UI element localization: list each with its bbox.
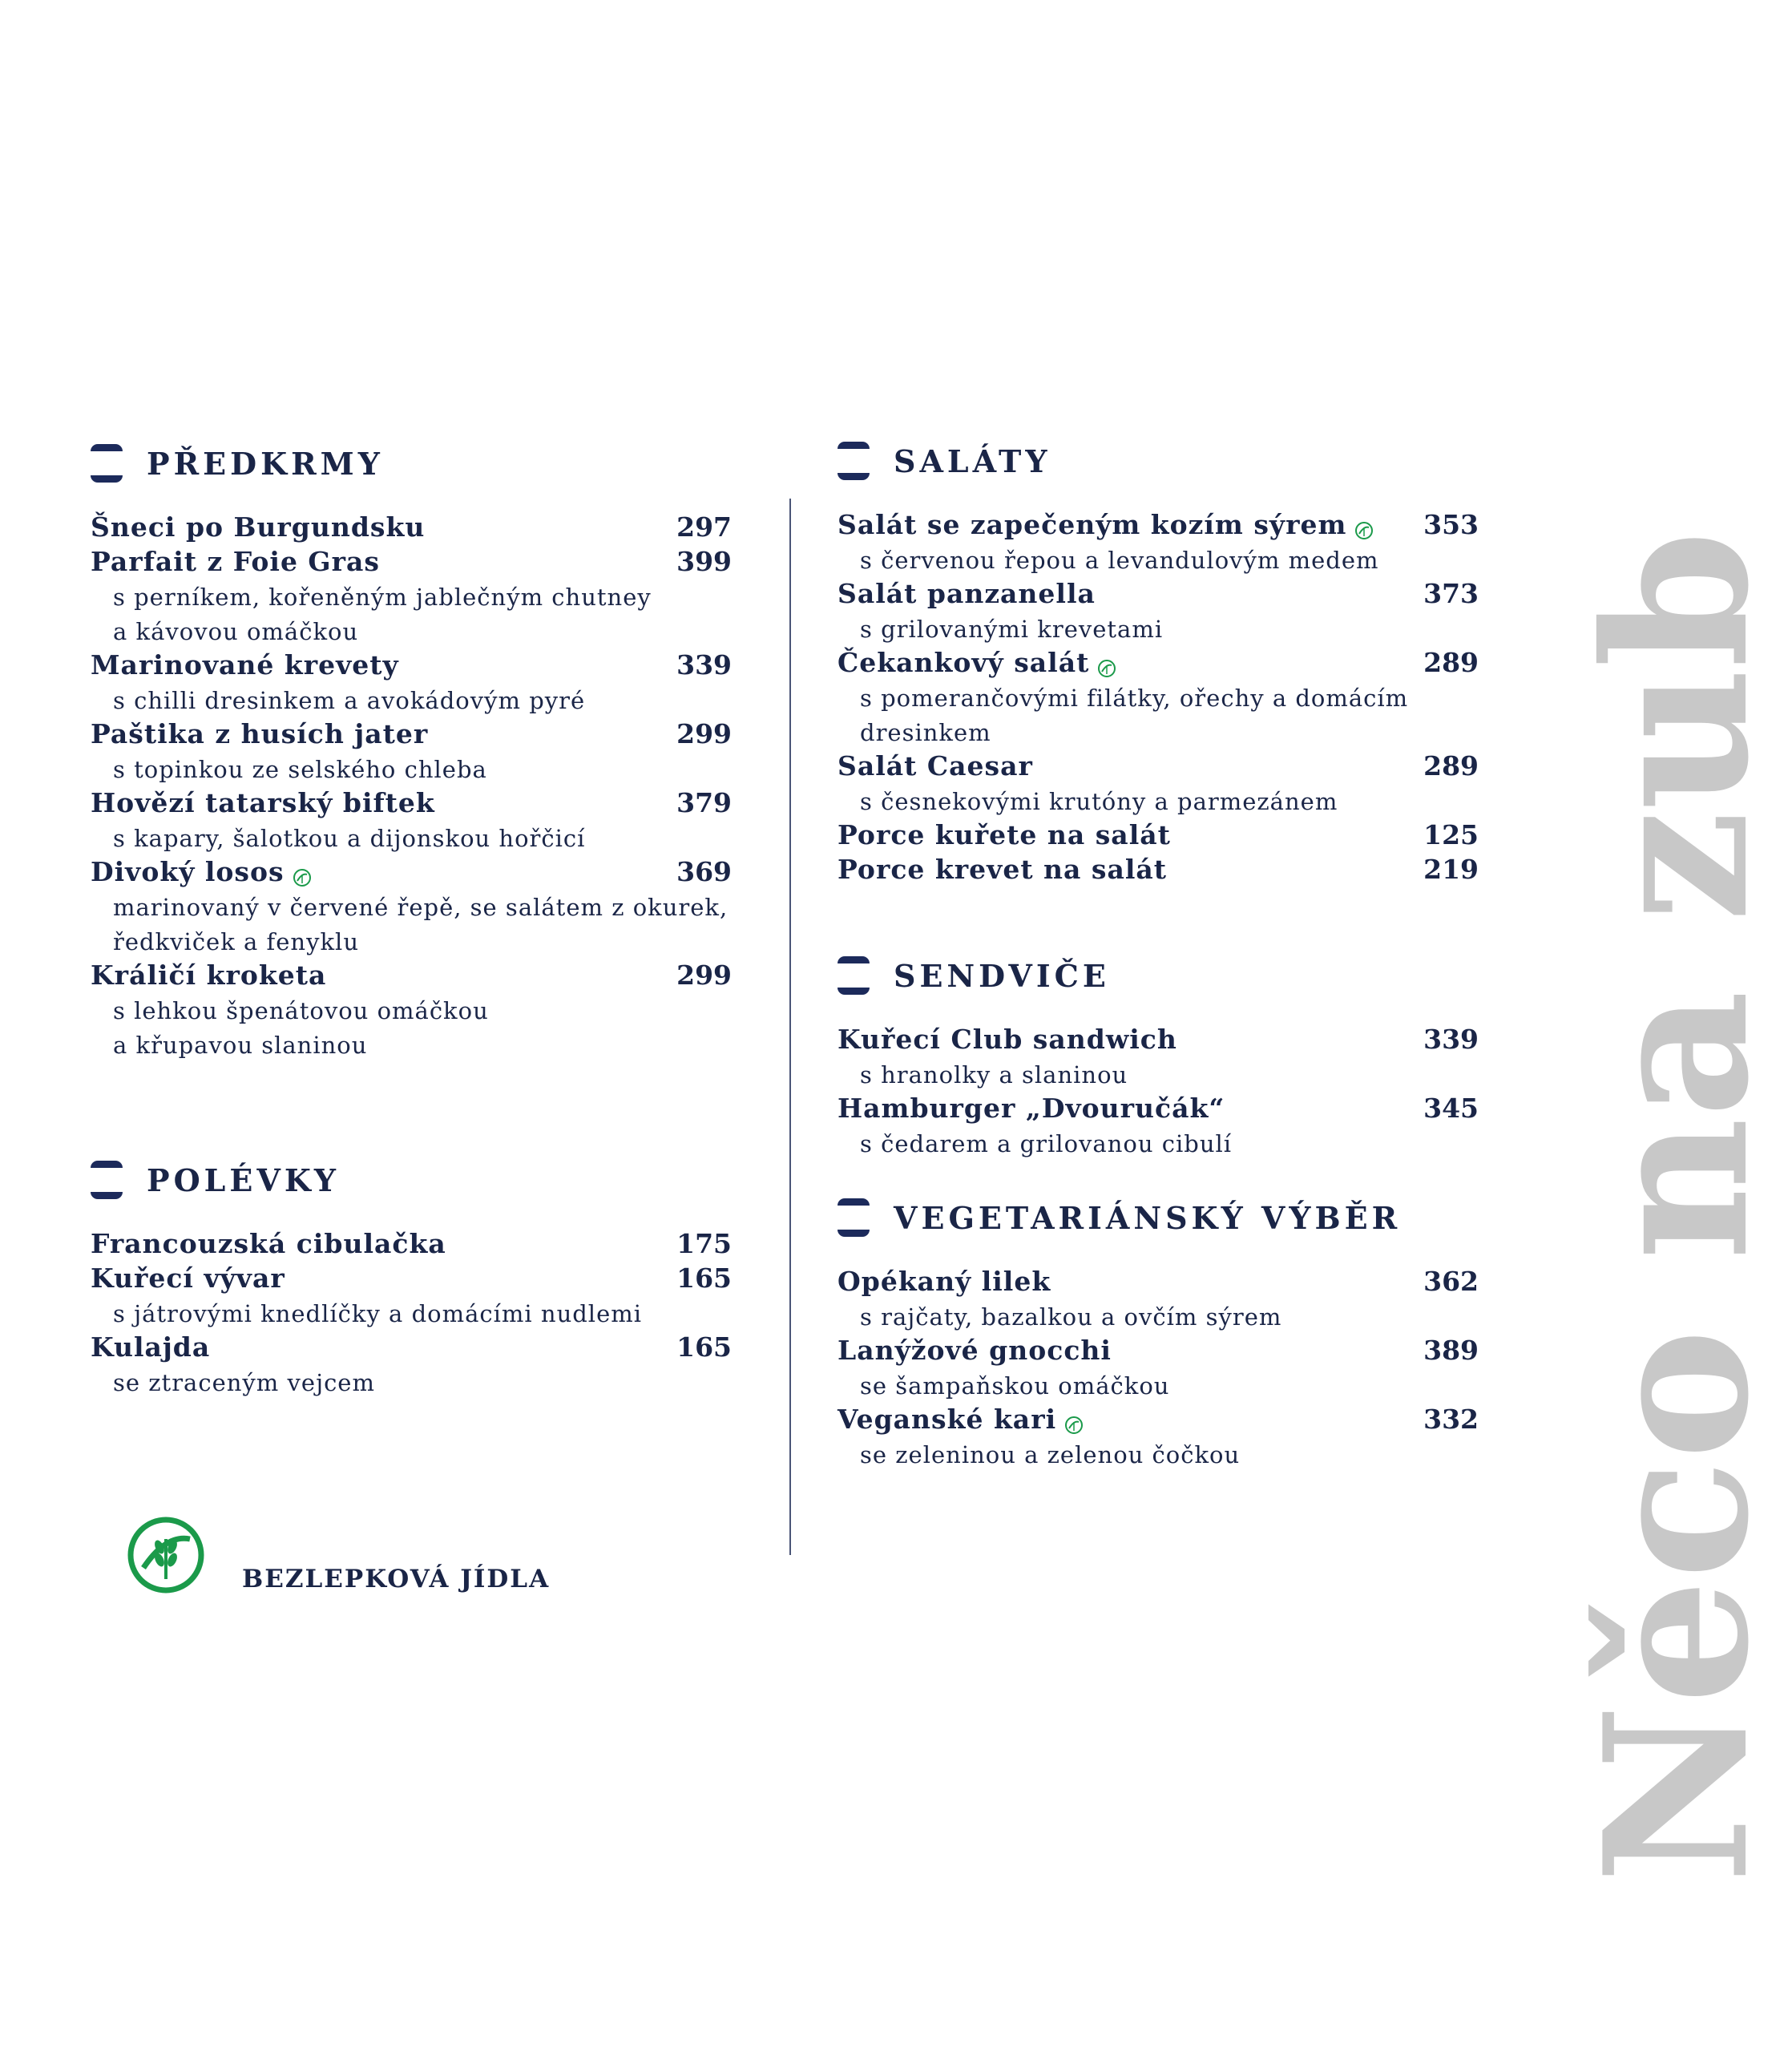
menu-item-row — [91, 649, 732, 684]
menu-item-price: 353 — [1423, 509, 1479, 540]
menu-item-name: Salát se zapečeným kozím sýrem — [837, 509, 1347, 540]
menu-item-row — [91, 856, 732, 891]
section-header — [837, 437, 1479, 485]
menu-item — [91, 1228, 732, 1262]
menu-item — [91, 959, 732, 1063]
menu-item — [837, 509, 1479, 578]
section-header — [91, 439, 732, 487]
menu-item-name-wrap — [837, 1024, 1177, 1055]
gluten-free-icon — [1097, 659, 1116, 678]
menu-items — [837, 1266, 1479, 1472]
menu-items — [91, 511, 732, 1063]
menu-item-description: a křupavou slaninou — [113, 1032, 368, 1059]
menu-item-description: s čedarem a grilovanou cibulí — [860, 1130, 1233, 1157]
menu-item-description: s kapary, šalotkou a dijonskou hořčicí — [113, 825, 586, 852]
column-divider — [789, 499, 791, 1555]
menu-item-description: s perníkem, kořeněným jablečným chutney — [113, 584, 652, 611]
menu-item-name-wrap — [91, 546, 380, 577]
menu-item-name-wrap — [91, 787, 435, 818]
menu-item-name: Porce kuřete na salát — [837, 819, 1171, 850]
menu-item — [91, 787, 732, 856]
menu-item-description: a kávovou omáčkou — [113, 618, 359, 645]
menu-item-price: 339 — [1423, 1024, 1479, 1055]
menu-item-row — [91, 1228, 732, 1262]
menu-item-price: 362 — [1423, 1266, 1479, 1297]
menu-item-name-wrap — [837, 578, 1096, 609]
section-title: SALÁTY — [894, 442, 1051, 479]
menu-item-row — [91, 959, 732, 994]
section-salaty — [837, 437, 1479, 888]
menu-item-name: Čekankový salát — [837, 647, 1090, 678]
menu-item-row — [91, 1331, 732, 1366]
section-header — [91, 1156, 732, 1204]
menu-item-name-wrap — [837, 1093, 1225, 1124]
section-title: VEGETARIÁNSKÝ VÝBĚR — [894, 1199, 1402, 1236]
menu-item-row — [837, 509, 1479, 543]
menu-item-name-wrap — [837, 854, 1167, 885]
menu-item-price: 297 — [676, 511, 732, 543]
menu-item-name: Francouzská cibulačka — [91, 1228, 446, 1259]
menu-item-name-wrap — [837, 1404, 1084, 1435]
menu-item — [91, 1331, 732, 1400]
menu-item — [91, 1262, 732, 1331]
menu-item-name-wrap — [91, 649, 399, 681]
menu-item-row — [91, 787, 732, 822]
gluten-free-icon — [293, 868, 312, 887]
menu-item-row — [837, 1266, 1479, 1300]
menu-item-description: s chilli dresinkem a avokádovým pyré — [113, 687, 586, 714]
menu-item-price: 299 — [676, 959, 732, 991]
menu-item — [91, 511, 732, 546]
menu-item-name: Hovězí tatarský biftek — [91, 787, 435, 818]
section-sendvice — [837, 951, 1479, 1161]
menu-item-price: 165 — [676, 1331, 732, 1363]
menu-item-name-wrap — [91, 959, 326, 991]
menu-item-description: dresinkem — [860, 719, 991, 746]
menu-item — [837, 1335, 1479, 1404]
menu-item-description: s grilovanými krevetami — [860, 616, 1164, 643]
section-title: PŘEDKRMY — [147, 445, 384, 482]
menu-item-price: 332 — [1423, 1404, 1479, 1435]
menu-item-name: Divoký losos — [91, 856, 285, 887]
menu-item-name: Veganské kari — [837, 1404, 1057, 1435]
menu-item-price: 125 — [1423, 819, 1479, 850]
menu-item-name: Marinované krevety — [91, 649, 399, 681]
menu-item-price: 373 — [1423, 578, 1479, 609]
menu-item-price: 219 — [1423, 854, 1479, 885]
menu-item-row — [837, 854, 1479, 888]
menu-item — [837, 1093, 1479, 1161]
menu-item-price: 399 — [676, 546, 732, 577]
menu-item-name-wrap — [837, 1266, 1051, 1297]
side-title-text: Něco na zub — [1561, 530, 1792, 1884]
menu-item-description: s játrovými knedlíčky a domácími nudlemi — [113, 1300, 643, 1327]
menu-item — [837, 750, 1479, 819]
menu-item-name-wrap — [837, 647, 1116, 678]
menu-item — [91, 546, 732, 649]
menu-item-price: 379 — [676, 787, 732, 818]
menu-item-description: se šampaňskou omáčkou — [860, 1372, 1170, 1400]
section-header — [837, 1194, 1479, 1242]
menu-item — [837, 1024, 1479, 1093]
menu-item-row — [837, 819, 1479, 854]
section-bracket-icon — [837, 1195, 870, 1240]
menu-item-description: marinovaný v červené řepě, se salátem z okurek, — [113, 894, 729, 921]
gluten-free-icon — [126, 1515, 206, 1595]
menu-item-name: Porce krevet na salát — [837, 854, 1168, 885]
menu-item-row — [837, 1024, 1479, 1058]
menu-item-price: 289 — [1423, 750, 1479, 782]
legend — [126, 1515, 550, 1595]
menu-item — [837, 819, 1479, 854]
menu-item-description: se ztraceným vejcem — [113, 1369, 375, 1396]
menu-item-name-wrap — [91, 856, 312, 887]
menu-item-price: 369 — [676, 856, 732, 887]
section-polevky — [91, 1156, 732, 1400]
menu-item-name: Kulajda — [91, 1331, 211, 1363]
section-title: SENDVIČE — [894, 957, 1110, 994]
menu-item — [837, 578, 1479, 647]
menu-item — [837, 647, 1479, 750]
menu-item-name: Kuřecí Club sandwich — [837, 1024, 1177, 1055]
menu-item-name: Králičí kroketa — [91, 959, 327, 991]
menu-item-name: Šneci po Burgundsku — [91, 511, 426, 543]
menu-item-name-wrap — [91, 511, 425, 543]
menu-item-row — [837, 647, 1479, 681]
menu-item — [837, 1404, 1479, 1472]
menu-item-name: Salát Caesar — [837, 750, 1033, 782]
menu-item-description: se zeleninou a zelenou čočkou — [860, 1441, 1241, 1468]
menu-item-name: Kuřecí vývar — [91, 1262, 285, 1294]
menu-item-price: 299 — [676, 718, 732, 749]
menu-item-description: s červenou řepou a levandulovým medem — [860, 547, 1379, 574]
menu-item-price: 339 — [676, 649, 732, 681]
menu-item-description: s pomerančovými filátky, ořechy a domácím — [860, 685, 1409, 712]
menu-item-description: s topinkou ze selského chleba — [113, 756, 487, 783]
menu-item-description: s česnekovými krutóny a parmezánem — [860, 788, 1338, 815]
menu-item-row — [837, 1335, 1479, 1369]
menu-item-name-wrap — [837, 1335, 1112, 1366]
section-vegetarian — [837, 1194, 1479, 1472]
menu-item-name-wrap — [837, 819, 1171, 850]
legend-label: BEZLEPKOVÁ JÍDLA — [242, 1565, 551, 1594]
menu-item-description: ředkviček a fenyklu — [113, 928, 360, 955]
menu-item-description: s lehkou špenátovou omáčkou — [113, 997, 489, 1024]
section-predkrmy — [91, 439, 732, 1063]
menu-item-price: 289 — [1423, 647, 1479, 678]
menu-item-row — [91, 718, 732, 753]
menu-items — [91, 1228, 732, 1400]
menu-item-name: Opékaný lilek — [837, 1266, 1051, 1297]
menu-item-row — [837, 1404, 1479, 1438]
section-bracket-icon — [837, 953, 870, 998]
menu-item — [837, 854, 1479, 888]
menu-item-row — [837, 578, 1479, 612]
menu-item-name-wrap — [837, 750, 1033, 782]
menu-item-name-wrap — [91, 1228, 446, 1259]
menu-item — [91, 649, 732, 718]
menu-items — [837, 509, 1479, 888]
menu-item-description: s hranolky a slaninou — [860, 1061, 1128, 1089]
menu-item-name: Salát panzanella — [837, 578, 1096, 609]
section-bracket-icon — [91, 441, 123, 486]
menu-item-name: Paštika z husích jater — [91, 718, 429, 749]
menu-item-price: 345 — [1423, 1093, 1479, 1124]
gluten-free-icon — [1354, 521, 1374, 540]
gluten-free-icon — [1064, 1416, 1084, 1435]
menu-item-name-wrap — [91, 718, 428, 749]
menu-item — [91, 856, 732, 959]
menu-item-name-wrap — [91, 1331, 210, 1363]
menu-item-row — [91, 511, 732, 546]
section-header — [837, 951, 1479, 1000]
menu-item-name-wrap — [837, 509, 1374, 540]
section-title: POLÉVKY — [147, 1161, 340, 1198]
menu-item-description: s rajčaty, bazalkou a ovčím sýrem — [860, 1303, 1282, 1331]
menu-item-price: 175 — [676, 1228, 732, 1259]
menu-item-name: Parfait z Foie Gras — [91, 546, 380, 577]
menu-item — [837, 1266, 1479, 1335]
menu-item-price: 165 — [676, 1262, 732, 1294]
menu-item — [91, 718, 732, 787]
menu-item-price: 389 — [1423, 1335, 1479, 1366]
section-bracket-icon — [837, 438, 870, 483]
menu-item-name: Hamburger „Dvouručák“ — [837, 1093, 1225, 1124]
section-bracket-icon — [91, 1157, 123, 1202]
menu-items — [837, 1024, 1479, 1161]
menu-item-name: Lanýžové gnocchi — [837, 1335, 1112, 1366]
menu-item-row — [91, 546, 732, 580]
menu-item-name-wrap — [91, 1262, 285, 1294]
menu-item-row — [837, 1093, 1479, 1127]
menu-item-row — [837, 750, 1479, 785]
menu-item-row — [91, 1262, 732, 1297]
